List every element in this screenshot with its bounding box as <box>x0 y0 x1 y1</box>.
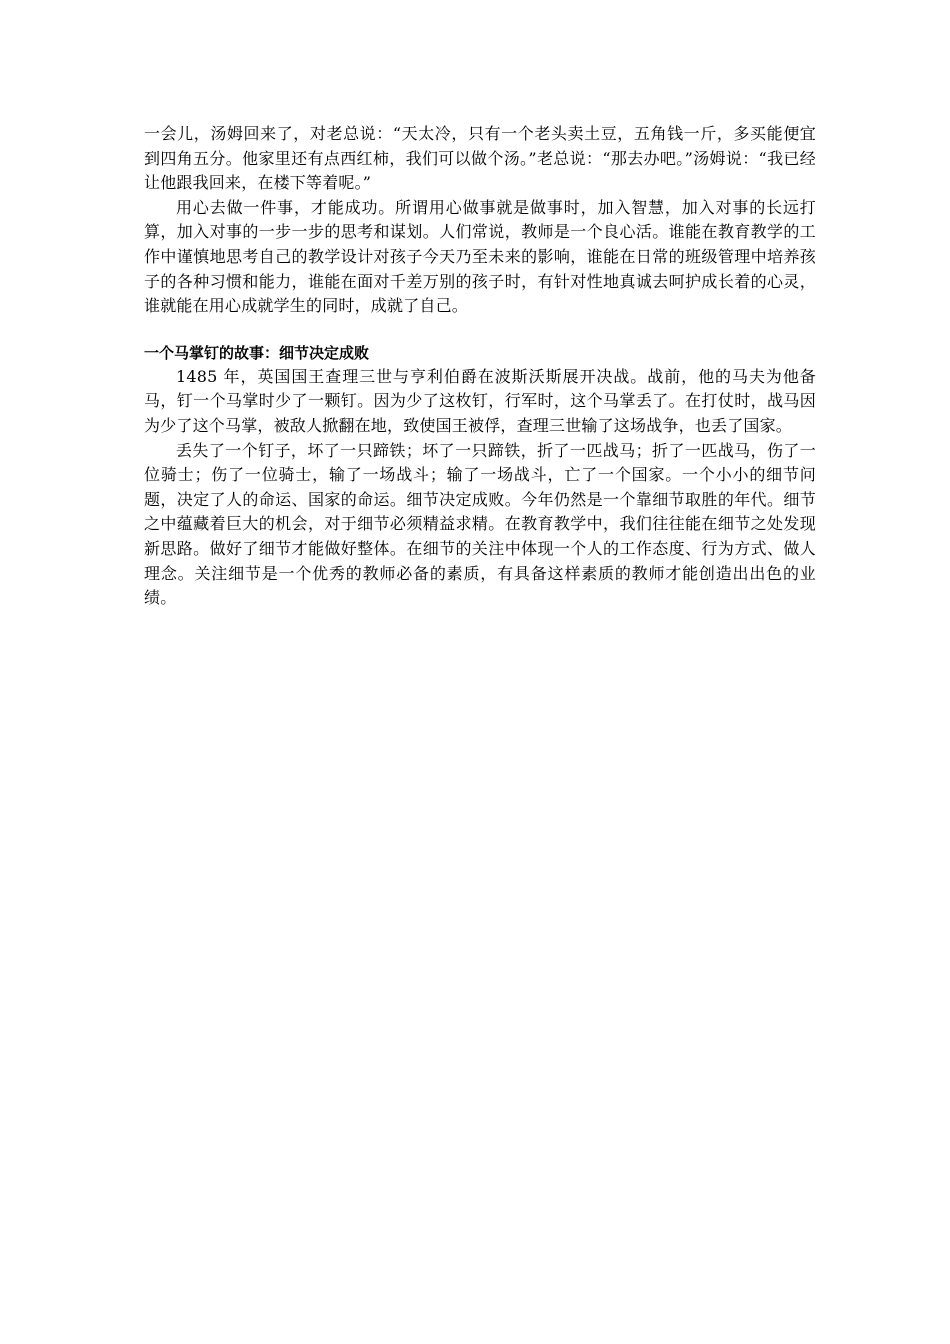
paragraph-do-with-heart: 用心去做一件事，才能成功。所谓用心做事就是做事时，加入智慧，加入对事的长远打算，加入对事的一步一步的思考和谋划。人们常说，教师是一个良心活。谁能在教育教学的工作中谨慎地思考自己的教学设计对孩子今天乃至未来的影响，谁能在日常的班级管理中培养孩子的各种习惯和能力，谁能在面对千差万别的孩子时，有针对性地真诚去呵护成长着的心灵，谁就能在用心成就学生的同时，成就了自己。 <box>144 197 816 316</box>
paragraph-details-matter: 丢失了一个钉子，坏了一只蹄铁；坏了一只蹄铁，折了一匹战马；折了一匹战马，伤了一位骑士；伤了一位骑士，输了一场战斗；输了一场战斗，亡了一个国家。一个小小的细节问题，决定了人的命运、国家的命运。细节决定成败。今年仍然是一个靠细节取胜的年代。细节之中蕴藏着巨大的机会，对于细节必须精益求精。在教育教学中，我们往往能在细节之处发现新思路。做好了细节才能做好整体。在细节的关注中体现一个人的工作态度、行为方式、做人理念。关注细节是一个优秀的教师必备的素质，有具备这样素质的教师才能创造出出色的业绩。 <box>144 440 816 608</box>
document-page <box>144 122 816 611</box>
paragraph-horseshoe-story: 1485 年，英国国王查理三世与亨利伯爵在波斯沃斯展开决战。战前，他的马夫为他备马，钉一个马掌时少了一颗钉。因为少了这枚钉，行军时，这个马掌丢了。在打仗时，战马因为少了这个马掌，被敌人掀翻在地，致使国王被俘，查理三世输了这场战争，也丢了国家。 <box>144 366 816 435</box>
section-heading: 一个马掌钉的故事：细节决定成败 <box>144 343 370 362</box>
paragraph-tom-returns: 一会儿，汤姆回来了，对老总说：“天太冷，只有一个老头卖土豆，五角钱一斤，多买能便宜到四角五分。他家里还有点西红柿，我们可以做个汤。”老总说：“那去办吧。”汤姆说：“我已经让他跟我回来，在楼下等着呢。” <box>144 124 816 193</box>
section-spacer <box>144 319 816 341</box>
